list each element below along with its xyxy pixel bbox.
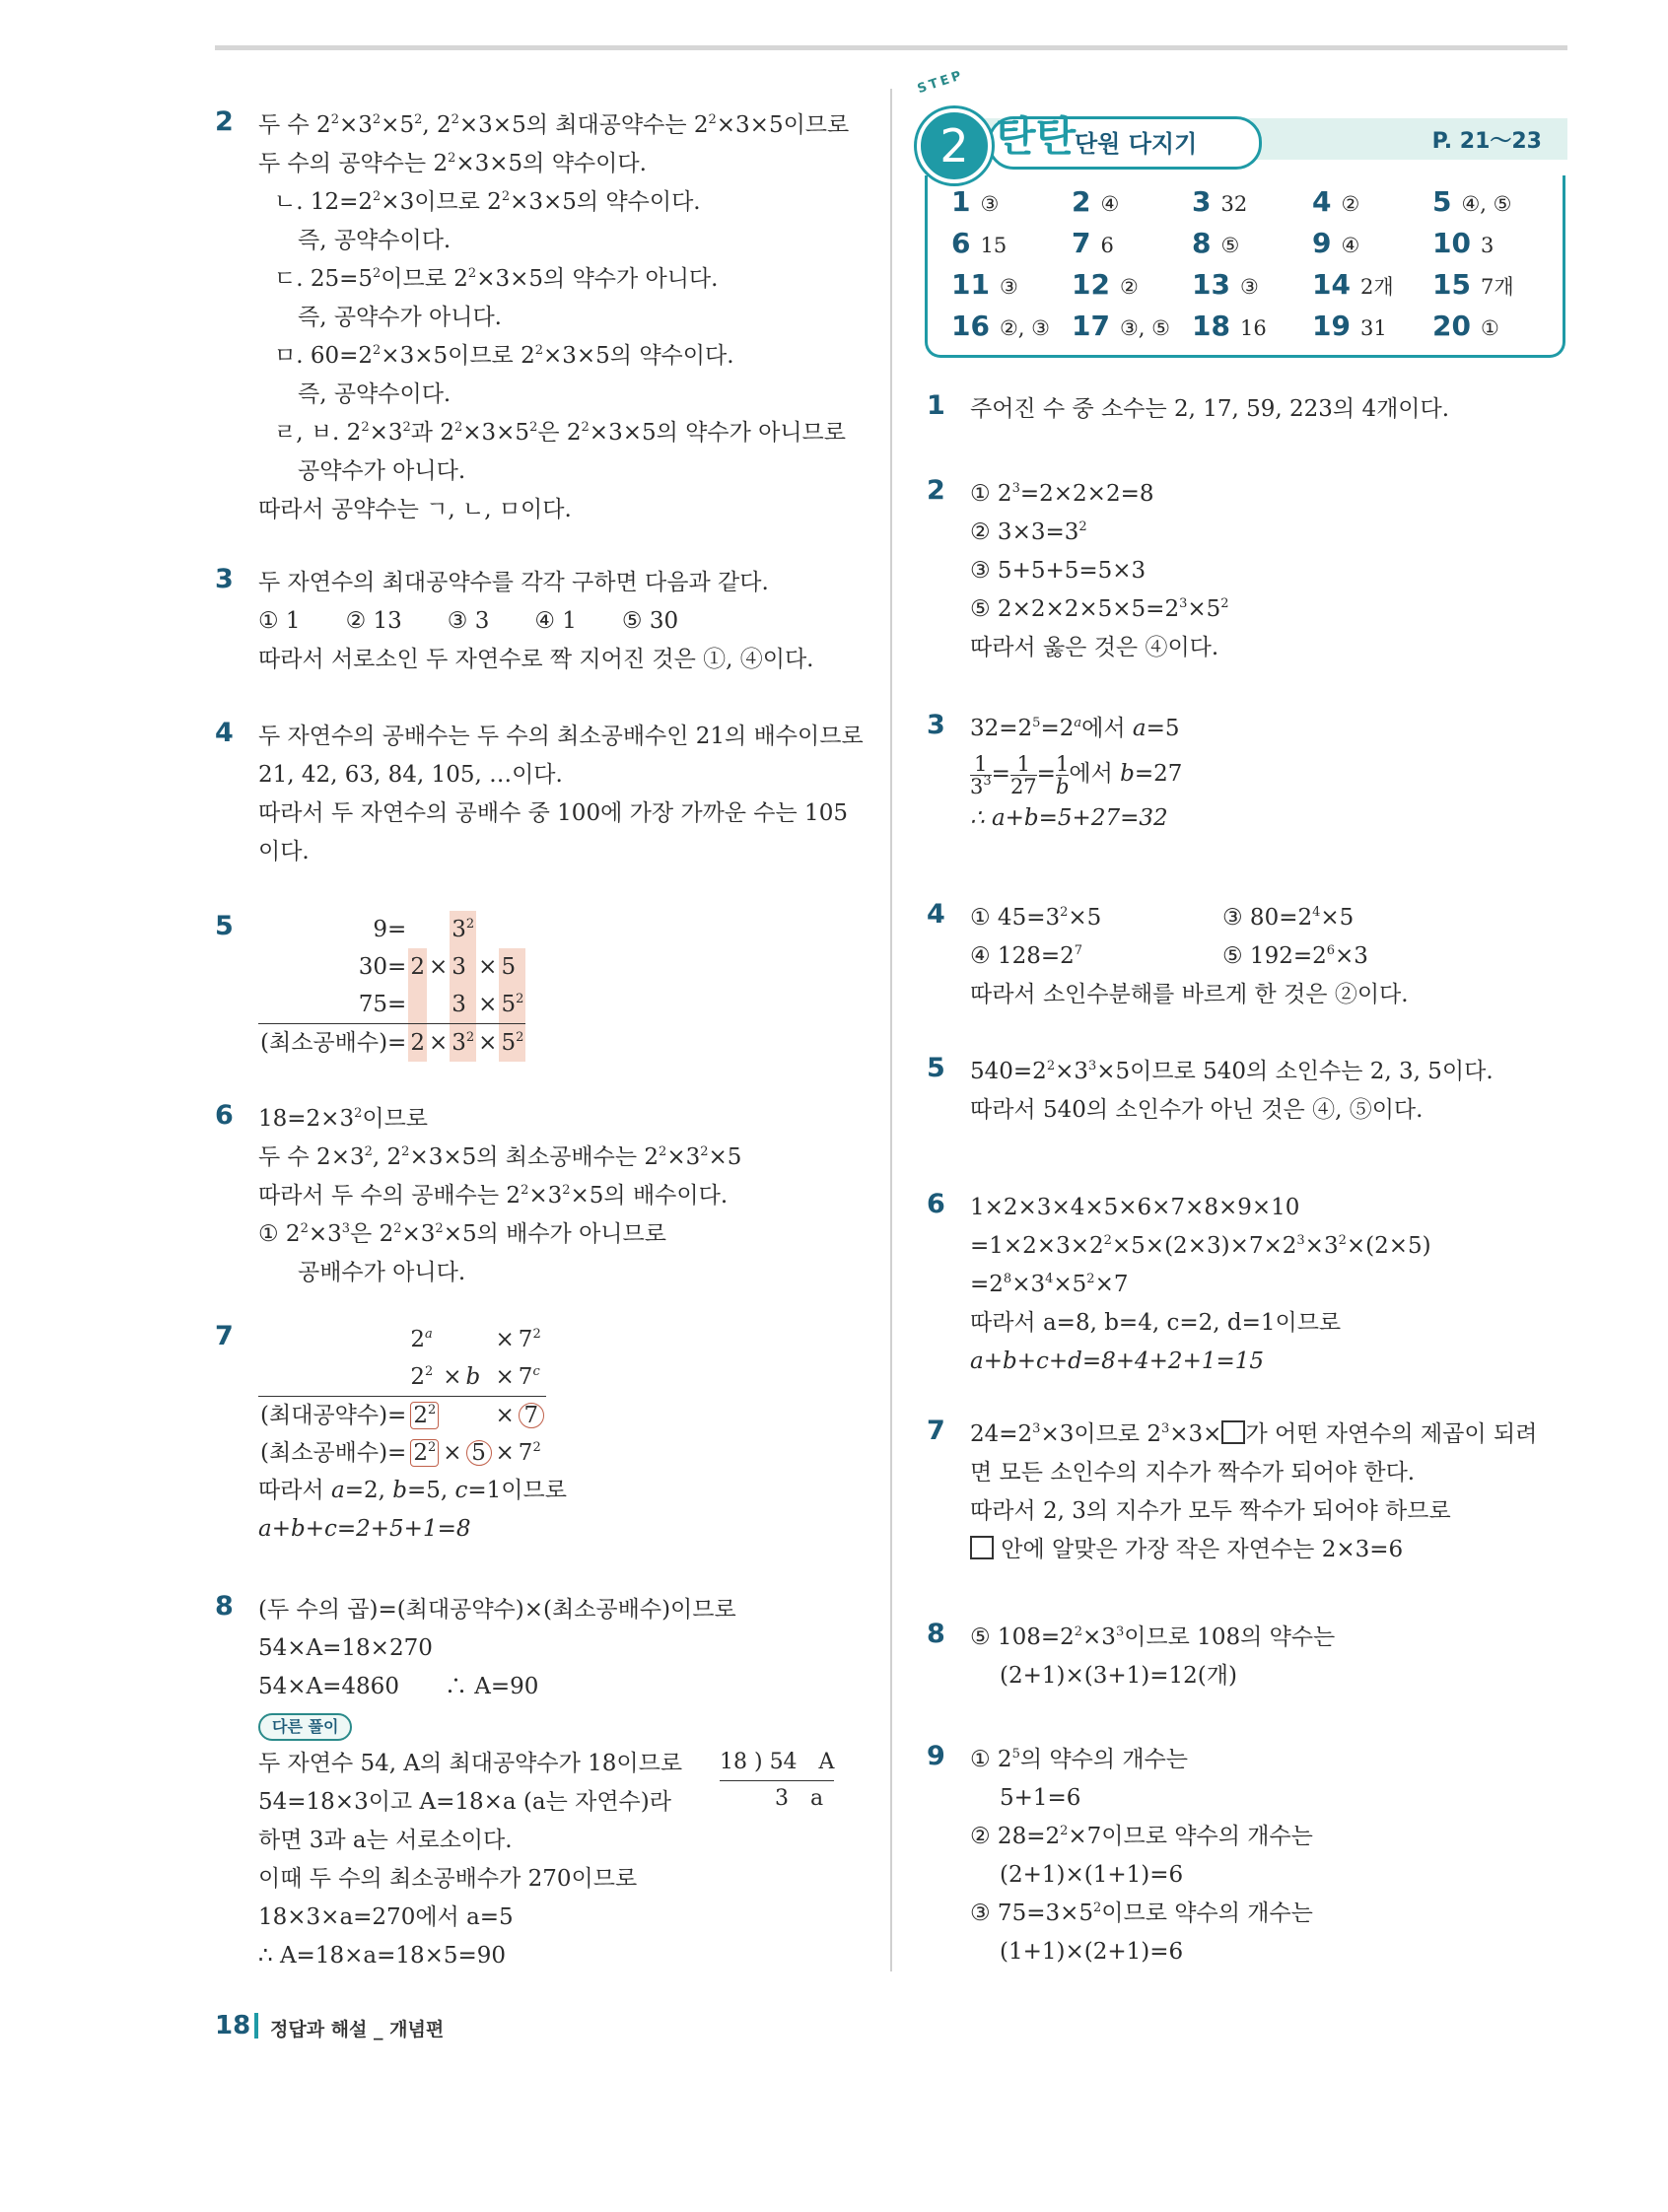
answer-number: 1 <box>951 185 971 218</box>
problem-9-right <box>927 1741 1567 1971</box>
problem-5-right <box>927 1053 1567 1130</box>
answer-number: 9 <box>1312 227 1332 259</box>
lcm-label: (최소공배수)= <box>260 1030 407 1056</box>
solution-line: 두 수 $2^2\times 3^2\times 5^2$, $2^2\times 3\times 5$의 최대공약수는 $2^2\times 3\times 5$이므로 <box>258 112 850 138</box>
answer-number: 6 <box>951 227 971 259</box>
solution-line: 두 자연수 54, A의 최대공약수가 18이므로 <box>258 1751 683 1776</box>
problem-5-left <box>215 911 856 1062</box>
problem-number: 3 <box>215 564 234 594</box>
answer-number: 4 <box>1312 185 1332 218</box>
alt-solution-badge: 다른 풀이 <box>258 1713 352 1741</box>
solution-line: 따라서 a=2, b=5, c=1이므로 <box>258 1478 567 1503</box>
problem-7-left <box>215 1321 856 1549</box>
answer-value: ③ <box>999 275 1018 299</box>
answer-key-box <box>925 175 1565 358</box>
answer-number: 11 <box>951 268 990 301</box>
solution-line: 공약수가 아니다. <box>298 458 466 484</box>
problem-number: 3 <box>927 710 945 740</box>
answer-number: 2 <box>1072 185 1091 218</box>
answer-number: 12 <box>1072 268 1110 301</box>
answer-item <box>1432 223 1494 264</box>
solution-line: (두 수의 곱)=(최대공약수)×(최소공배수)이므로 <box>258 1597 736 1623</box>
problem-6-right <box>927 1189 1567 1381</box>
solution-line: $=1\times 2\times 3\times 2^2\times 5\times(2\times 3)\times 7\times 2^3\times 3^2\times(2\times 5)$ <box>970 1233 1431 1259</box>
gcd-label: (최대공약수)= <box>260 1403 407 1428</box>
solution-line: $18=2\times 3^2$이므로 <box>258 1106 429 1132</box>
solution-line: a+b+c+d=8+4+2+1=15 <box>970 1348 1265 1374</box>
answer-value: 6 <box>1100 234 1114 257</box>
solution-line: 즉, 공약수이다. <box>298 228 452 253</box>
solution-line: 즉, 공약수가 아니다. <box>298 305 502 330</box>
solution-line: 따라서 두 자연수의 공배수 중 100에 가장 가까운 수는 105 <box>258 800 848 826</box>
solution-line: 면 모든 소인수의 지수가 짝수가 되어야 한다. <box>970 1460 1416 1486</box>
solution-line: 따라서 옳은 것은 ④이다. <box>970 635 1219 660</box>
solution-line: 공배수가 아니다. <box>298 1260 466 1285</box>
step-answer-panel <box>909 67 1567 358</box>
answer-value: 32 <box>1220 192 1248 216</box>
answer-number: 14 <box>1312 268 1351 301</box>
answer-item <box>1432 264 1514 306</box>
solution-line: ① 1 ② 13 ③ 3 ④ 1 ⑤ 30 <box>258 608 679 634</box>
solution-line: 즉, 공약수이다. <box>298 381 452 407</box>
answer-number: 8 <box>1192 227 1212 259</box>
solution-line: 따라서 소인수분해를 바르게 한 것은 ②이다. <box>970 982 1409 1007</box>
solution-line: ∴ a+b=5+27=32 <box>970 805 1168 831</box>
answer-value: 2개 <box>1359 275 1394 299</box>
answer-number: 3 <box>1192 185 1212 218</box>
problem-4-right <box>927 899 1567 1014</box>
answer-number: 18 <box>1192 310 1230 342</box>
answer-item <box>1192 264 1259 306</box>
answer-number: 17 <box>1072 310 1110 342</box>
solution-line: 두 자연수의 공배수는 두 수의 최소공배수인 21의 배수이므로 <box>258 724 864 749</box>
solution-line: 54×A=18×270 <box>258 1635 433 1661</box>
solution-line: ⑤ $108=2^2\times 3^3$이므로 108의 약수는 <box>970 1624 1336 1650</box>
problem-2-right <box>927 475 1567 667</box>
solution-line: $\frac{1}{3^3}$ = $\frac{1}{27}$ = $\frac{1}{b}$ 에서 b=27 <box>970 751 1183 798</box>
step-label: STEP <box>915 67 966 98</box>
problem-number: 7 <box>215 1321 234 1351</box>
solution-line: $24=2^3\times 3$이므로 $2^3\times 3\times$ 가 어떤 자연수의 제곱이 되려 <box>970 1421 1538 1447</box>
solution-line: 하면 3과 a는 서로소이다. <box>258 1828 513 1853</box>
answer-item <box>951 264 1018 306</box>
solution-line: ① $2^5$의 약수의 개수는 <box>970 1747 1189 1772</box>
solution-line: 5+1=6 <box>1000 1785 1081 1811</box>
problem-number: 2 <box>215 106 234 137</box>
solution-line: ∴ A=18×a=18×5=90 <box>258 1943 507 1969</box>
step-title: 단원 다지기 <box>1075 130 1198 158</box>
step-tantan: 탄탄 <box>996 112 1077 161</box>
lcm-label: (최소공배수)= <box>260 1440 407 1466</box>
problem-number: 8 <box>215 1591 234 1622</box>
gcd-lcm-table: 2$^a$ × $7^2$ $2^2$ × b × 7$^c$ (최대공약수)= $2^2$ × 7 (최소공배수)= $2^2$ × 5 × $7^2$ <box>258 1321 546 1472</box>
answer-value: ⑤ <box>1220 234 1240 257</box>
answer-value: 15 <box>980 234 1008 257</box>
answer-item <box>951 181 999 223</box>
answer-value: ②, ③ <box>999 316 1050 340</box>
solution-line: 안에 알맞은 가장 작은 자연수는 2×3=6 <box>970 1531 1567 1569</box>
lcm-table: 9= $3^2$ 30= 2 × 3 × 5 75= 3 × $5^2$ (최소공배수)= 2 × $3^2$ × $5^2$ <box>258 911 525 1062</box>
solution-line: a+b+c=2+5+1=8 <box>258 1516 471 1542</box>
answer-item <box>951 223 1007 264</box>
problem-number: 1 <box>927 390 945 421</box>
solution-line: ④ $128=2^7$ ⑤ $192=2^6\times 3$ <box>970 943 1368 969</box>
problem-number: 2 <box>927 475 945 506</box>
column-divider <box>890 89 892 1971</box>
solution-line: ① $2^2\times 3^3$은 $2^2\times 3^2\times 5$의 배수가 아니므로 <box>258 1221 666 1247</box>
answer-value: ④ <box>1100 192 1120 216</box>
solution-line: ⑤ $2\times 2\times 2\times 5\times 5=2^3\times 5^2$ <box>970 596 1229 622</box>
solution-line: ③ $75=3\times 5^2$이므로 약수의 개수는 <box>970 1901 1313 1926</box>
answer-value: ③, ⑤ <box>1119 316 1170 340</box>
solution-line: 따라서 공약수는 ㄱ, ㄴ, ㅁ이다. <box>258 497 572 522</box>
solution-line: ① $2^3=2\times 2\times 2=8$ <box>970 481 1154 507</box>
answer-item <box>1072 264 1139 306</box>
answer-item <box>1072 223 1114 264</box>
solution-line: ㅁ. $60=2^2\times 3\times 5$이므로 $2^2\times 3\times 5$의 약수이다. <box>274 343 734 369</box>
answer-item <box>1312 181 1359 223</box>
answer-item <box>1192 223 1239 264</box>
solution-line: 주어진 수 중 소수는 2, 17, 59, 223의 4개이다. <box>970 396 1450 422</box>
answer-item <box>1192 306 1267 347</box>
answer-value: ④, ⑤ <box>1461 192 1512 216</box>
blank-box-icon <box>970 1536 994 1559</box>
division-top: 18 ) 54 A <box>720 1745 834 1781</box>
answer-number: 19 <box>1312 310 1351 342</box>
answer-value: ② <box>1119 275 1139 299</box>
top-rule <box>215 45 1567 50</box>
solution-line: 21, 42, 63, 84, 105, …이다. <box>258 762 563 788</box>
answer-row <box>951 181 1563 223</box>
answer-number: 16 <box>951 310 990 342</box>
answer-row <box>951 223 1563 264</box>
solution-line: (2+1)×(1+1)=6 <box>1000 1862 1184 1888</box>
division-ladder <box>720 1745 834 1817</box>
solution-line: ② $3\times 3=3^2$ <box>970 519 1087 545</box>
problem-number: 7 <box>927 1416 945 1446</box>
solution-line: ㄷ. $25=5^2$이므로 $2^2\times 3\times 5$의 약수가 아니다. <box>274 266 719 292</box>
problem-number: 5 <box>215 911 234 941</box>
answer-value: ③ <box>1239 275 1259 299</box>
solution-line: 18×3×a=270에서 a=5 <box>258 1904 514 1930</box>
answer-number: 7 <box>1072 227 1091 259</box>
answer-number: 10 <box>1432 227 1471 259</box>
solution-line: ㄴ. $12=2^2\times 3$이므로 $2^2\times 3\times 5$의 약수이다. <box>274 189 701 215</box>
solution-line: 두 수의 공약수는 $2^2\times 3\times 5$의 약수이다. <box>258 151 647 176</box>
blank-box-icon <box>1221 1420 1245 1444</box>
problem-6-left <box>215 1100 856 1292</box>
page-number: 18 <box>215 2011 251 2040</box>
answer-number: 13 <box>1192 268 1230 301</box>
solution-line: 54=18×3이고 A=18×a (a는 자연수)라 <box>258 1789 671 1815</box>
answer-item <box>1432 306 1499 347</box>
problem-4-left <box>215 718 864 871</box>
problem-number: 5 <box>927 1053 945 1083</box>
answer-value: ③ <box>980 192 1000 216</box>
answer-value: 3 <box>1480 234 1494 257</box>
answer-number: 5 <box>1432 185 1452 218</box>
problem-3-right <box>927 710 1567 838</box>
answer-item <box>1432 181 1512 223</box>
problem-number: 6 <box>927 1189 945 1219</box>
problem-1-right <box>927 390 1567 429</box>
solution-line: 이다. <box>258 839 310 864</box>
solution-line: ③ 5+5+5=5×3 <box>970 558 1147 584</box>
solution-line: ① $45=3^2\times 5$ ③ $80=2^4\times 5$ <box>970 905 1355 931</box>
footer-title: 정답과 해설 _ 개념편 <box>270 2019 445 2040</box>
solution-line: 두 자연수의 최대공약수를 각각 구하면 다음과 같다. <box>258 570 769 595</box>
solution-line: 따라서 두 수의 공배수는 $2^2\times 3^2\times 5$의 배수이다. <box>258 1183 729 1209</box>
problem-number: 8 <box>927 1619 945 1649</box>
solution-line: (1+1)×(2+1)=6 <box>1000 1939 1184 1965</box>
problem-7-right <box>927 1416 1567 1569</box>
solution-line: 따라서 2, 3의 지수가 모두 짝수가 되어야 하므로 <box>970 1498 1451 1524</box>
answer-item <box>1312 223 1359 264</box>
solution-line: $=2^8\times 3^4\times 5^2\times 7$ <box>970 1272 1129 1297</box>
solution-line: 따라서 서로소인 두 자연수로 짝 지어진 것은 ①, ④이다. <box>258 647 814 672</box>
answer-value: ② <box>1341 192 1360 216</box>
solution-line: 54×A=4860 ∴ A=90 <box>258 1674 539 1699</box>
answer-item <box>1072 306 1170 347</box>
solution-line: 이때 두 수의 최소공배수가 270이므로 <box>258 1866 638 1892</box>
answer-value: ① <box>1480 316 1499 340</box>
problem-number: 6 <box>215 1100 234 1131</box>
answer-item <box>951 306 1050 347</box>
page-range: P. 21～23 <box>1431 129 1542 154</box>
solution-line: ② $28=2^2\times 7$이므로 약수의 개수는 <box>970 1824 1313 1849</box>
answer-value: 31 <box>1359 316 1387 340</box>
solution-line: $540=2^2\times 3^3\times 5$이므로 540의 소인수는 2, 3, 5이다. <box>970 1059 1494 1084</box>
step-number-badge: 2 <box>917 108 992 183</box>
alt-solution-row <box>258 1706 856 1745</box>
solution-line: 1×2×3×4×5×6×7×8×9×10 <box>970 1195 1300 1220</box>
solution-line: (2+1)×(3+1)=12(개) <box>1000 1663 1237 1689</box>
solution-line: ㄹ, ㅂ. $2^2\times 3^2$과 $2^2\times 3\times 5^2$은 $2^2\times 3\times 5$의 약수가 아니므로 <box>274 420 846 446</box>
problem-8-left <box>215 1591 856 1975</box>
solution-line: 따라서 540의 소인수가 아닌 것은 ④, ⑤이다. <box>970 1097 1424 1123</box>
problem-number: 9 <box>927 1741 945 1771</box>
solution-line: $32=2^5=2^a$에서 a=5 <box>970 716 1180 741</box>
answer-number: 15 <box>1432 268 1471 301</box>
answer-item <box>1312 306 1387 347</box>
answer-value: 7개 <box>1480 275 1514 299</box>
answer-item <box>1192 181 1247 223</box>
answer-item <box>1072 181 1119 223</box>
answer-row <box>951 264 1563 306</box>
division-quotient: 3 a <box>775 1786 824 1811</box>
answer-item <box>1312 264 1394 306</box>
problem-number: 4 <box>215 718 234 748</box>
answer-row <box>951 306 1563 347</box>
problem-number: 4 <box>927 899 945 930</box>
answer-key-grid <box>951 181 1563 347</box>
solution-line: 따라서 a=8, b=4, c=2, d=1이므로 <box>970 1310 1342 1336</box>
answer-value: 16 <box>1239 316 1267 340</box>
problem-2-left <box>215 106 856 529</box>
problem-8-right <box>927 1619 1567 1695</box>
answer-number: 20 <box>1432 310 1471 342</box>
problem-3-left <box>215 564 856 679</box>
footer-separator <box>254 2013 258 2039</box>
answer-value: ④ <box>1341 234 1360 257</box>
solution-line: 두 수 $2\times 3^2$, $2^2\times 3\times 5$의 최소공배수는 $2^2\times 3^2\times 5$ <box>258 1144 742 1170</box>
